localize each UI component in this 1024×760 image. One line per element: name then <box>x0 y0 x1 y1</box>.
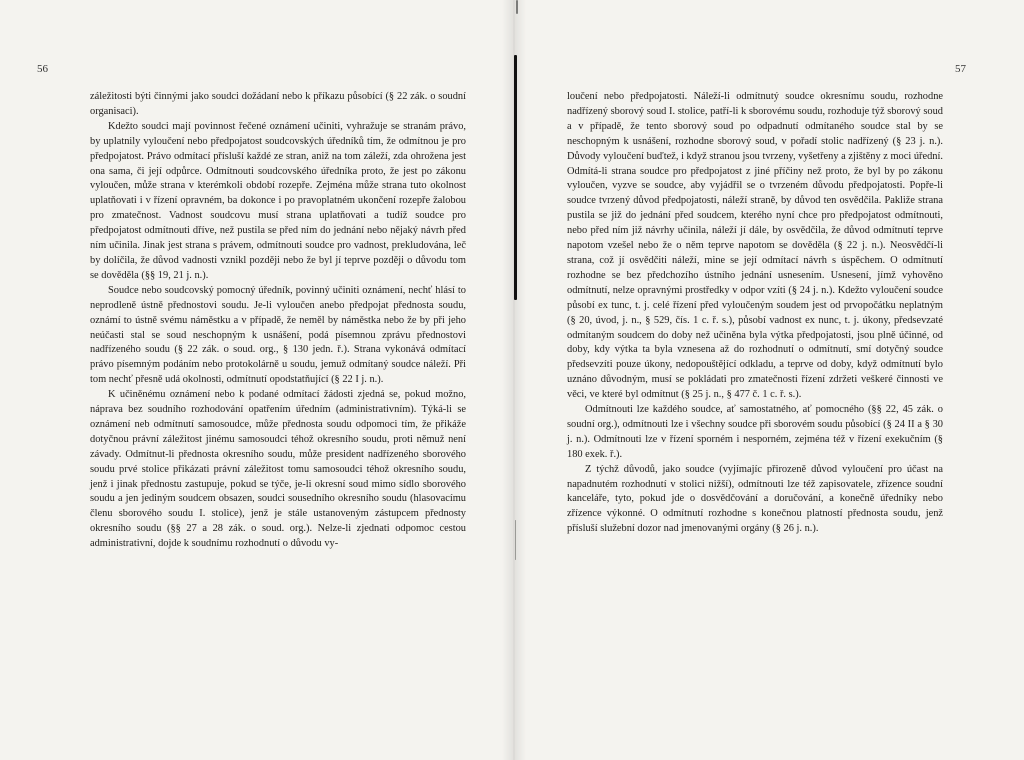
binding-mark-top <box>516 0 518 14</box>
right-paragraph-1: loučení nebo předpojatosti. Náleží-li odmítnutý soudce okresnímu soudu, rozhodne nadřízený sborový soud I. stolice, patří-li k sborovému soudu, rozhoduje týž sborový soud a v případě, že tento sborový soud po odpadnutí odmítaného soudce stal by se neschopným k usnášení, rozhodne sborový soud, v pořadí stolic nadřízený (§ 23 j. n.). Důvody vyloučení buďtež, i když stranou jsou tvrzeny, vyšetřeny a zjištěny z moci úřední. Odmítá-li strana soudce pro předpojatost z jiné příčiny než proto, že byl by po zákonu vyloučen, vyzve se soudce, aby vyjádřil se o tvrzeném důvodu předpojatosti. Popře-li soudce tvrzený důvod předpojatosti, náleží straně, by důvod ten osvědčila. Pakliže strana pustila se již do jednání před soudcem, kterého nyní chce pro předpojatost odmítnouti, nebo před ním již návrhy učinila, náleží jí dále, by osvědčila, že důvod odmítnutí teprve napotom vzešel nebo že o něm teprve napotom se dověděla (§ 22 j. n.). Neosvědčí-li strana, což jí osvědčiti náleží, mine se její odmítací návrh s úspěchem. O odmítnutí rozhodne se bez předchozího ústního jednání usnesením. Usnesení, jímž vyhověno odmítnutí, nelze opravnými prostředky v odpor vzíti (§ 24 j. n.). Kdežto vyloučení soudce působí ex tunc, t. j. celé řízení před vyloučeným soudem jest od prvopočátku neplatným (§ 20, úvod, j. n., § 529, čís. 1 c. ř. s.), působí vadnost ex nunc, t. j. úkony, předsevzaté odmítaným soudcem do doby než učiněna byla výtka předpojatosti, jsou plně účinné, od doby, kdy výtka ta byla vznesena až do rozhodnutí o odmítnutí, smí dotyčný soudce předsevzíti pouze úkony, nedopouštějící odkladu, a teprve od doby, když odmítnutí bylo uznáno důvodným, musí se pokládati pro zmatečnosti řízení zdržeti veškeré činnosti ve věci, ve které byl odmítnut (§ 25 j. n., § 477 č. 1 c. ř. s.). <box>567 91 943 401</box>
page-number-right: 57 <box>955 63 966 75</box>
page-number-left: 56 <box>37 63 48 75</box>
right-paragraph-2: Odmítnouti lze každého soudce, ať samostatného, ať pomocného (§§ 22, 45 zák. o soudní org.), odmítnouti lze i všechny soudce při sborovém soudu působící (§ 24 II a § 30 j. n.). Odmítnouti lze v řízení sporném i nesporném, zejména též v řízení exekučním (§ 180 exek. ř.). <box>567 404 943 460</box>
left-page-text <box>90 90 466 552</box>
right-paragraph-3: Z týchž důvodů, jako soudce (vyjímajíc přirozeně důvod vyloučení pro účast na napadnutém rozhodnutí v stolici nižší), odmítnouti lze též zapisovatele, zřízence soudní kanceláře, tyto, pokud jde o dosvědčování a doručování, a konečně úředníky nebo zřízence výkonné. O odmítnutí rozhodne s konečnou platností přednosta soudu, jenž přísluší služební dozor nad jmenovanými orgány (§ 26 j. n.). <box>567 463 943 535</box>
left-paragraph-4: K učiněnému oznámení nebo k podané odmítací žádosti zjedná se, pokud možno, náprava bez soudního rozhodování opatřením úředním (administrativním). Týká-li se oznámení neb odmítnutí samosoudce, může přednosta soudu odpomoci tím, že přikáže dotyčnou právní záležitost jinému samosoudci téhož okresního soudu, proti němuž není závady. Odmítnut-li přednosta okresního soudu, může president nadřízeného sborového soudu prvé stolice přikázati právní záležitost tomu samosoudci téhož okresního soudu, jenž i jinak přednostu zastupuje, pokud se týče, je-li okresní soud mimo sídlo sborového soudu a jen jediným soudcem obsazen, soudci sousedního okresního soudu (hlasovacímu členu sborového soudu I. stolice), jenž je stále ustanoveným zástupcem přednosty okresního soudu (§§ 27 a 28 zák. o soud. org.). Nelze-li zjednati odpomoc cestou administrativní, dojde k soudnímu rozhodnutí o důvodu vy- <box>90 389 466 550</box>
binding-mark <box>514 55 517 300</box>
binding-mark-low <box>515 520 516 560</box>
right-page-text <box>567 90 943 537</box>
left-paragraph-1: záležitosti býti činnými jako soudci dožádaní nebo k příkazu působící (§ 22 zák. o soudní organisaci). <box>90 91 466 117</box>
left-paragraph-2: Kdežto soudci mají povinnost řečené oznámení učiniti, vyhražuje se stranám právo, by uplatnily vyloučení nebo předpojatost soudcovských úředníků tím, že odmítnou je pro předpojatost. Právo odmítací přísluší každé ze stran, aniž na tom záleží, zda ohrožena jest ona sama, či její odpůrce. Odmítnouti soudcovského úředníka proto, že jest po zákonu vyloučen, může strana v kterémkoli období rozepře. Zejména může strana tuto okolnost uplatňovati i v řízení opravném, ba dokonce i po pravoplatném ukončení rozepře žalobou pro zmatečnost. Vadnost soudcovu musí strana uplatňovati a tudíž soudce pro předpojatost odmítnouti dříve, než pustila se před ním do jednání nebo nějaký návrh před ním učinila. Jinak jest strana s právem, odmítnouti soudce pro vadnost, prekludována, leč by dolíčila, že důvod vadnosti vznikl později nebo že byl jí teprve později o důvodu tom se dověděla (§§ 19, 21 j. n.). <box>90 120 466 281</box>
left-paragraph-3: Soudce nebo soudcovský pomocný úředník, povinný učiniti oznámení, nechť hlásí to neprodleně ústně přednostovi soudu. Je-li vyloučen anebo předpojat přednosta soudu, oznámí to ústně svému náměstku a v případě, že neměl by náměstka nebo že by při jeho neúčasti stal se soud neschopným k usnášení, podá písemnou zprávu přednostovi nadřízeného soudu (§ 22 zák. o soud. org., § 130 jedn. ř.). Strana vykonává odmítací právo písemným podáním nebo protokolárně u soudu, jemuž odmítaný soudce náleží. Při tom nechť přesně udá okolnosti, odmítnutí opodstatňující (§ 22 I j. n.). <box>90 284 466 386</box>
